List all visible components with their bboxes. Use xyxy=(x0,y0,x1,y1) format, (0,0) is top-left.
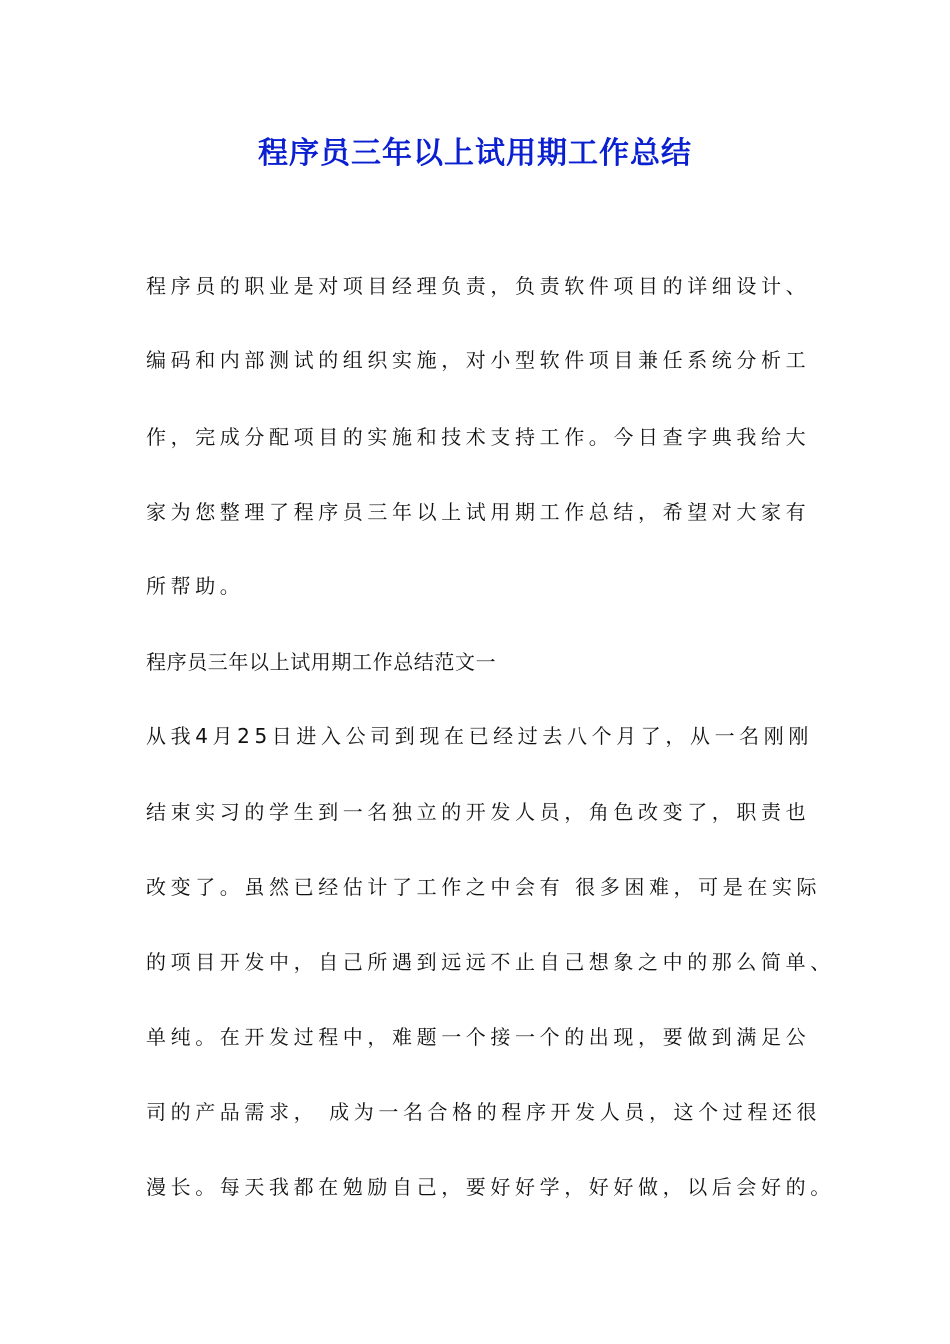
document-title: 程序员三年以上试用期工作总结 xyxy=(258,136,692,171)
intro-line-3: 作，完成分配项目的实施和技术支持工作。今日查字典我给大 xyxy=(146,425,811,449)
section-heading: 程序员三年以上试用期工作总结范文一 xyxy=(146,650,497,674)
body-line-7: 漫长。每天我都在勉励自己，要好好学，好好做，以后会好的。 xyxy=(146,1175,835,1199)
intro-line-4: 家为您整理了程序员三年以上试用期工作总结，希望对大家有 xyxy=(146,500,811,524)
body-line-2: 结束实习的学生到一名独立的开发人员，角色改变了，职责也 xyxy=(146,800,811,824)
body-line-1: 从我4月25日进入公司到现在已经过去八个月了，从一名刚刚 xyxy=(146,724,813,748)
intro-line-5: 所帮助。 xyxy=(146,574,245,598)
body-line-3: 改变了。虽然已经估计了工作之中会有 很多困难，可是在实际 xyxy=(146,875,822,899)
intro-line-2: 编码和内部测试的组织实施，对小型软件项目兼任系统分析工 xyxy=(146,348,811,372)
body-line-5: 单纯。在开发过程中，难题一个接一个的出现，要做到满足公 xyxy=(146,1025,811,1049)
body-line-4: 的项目开发中，自己所遇到远远不止自己想象之中的那么简单、 xyxy=(146,950,835,974)
intro-line-1: 程序员的职业是对项目经理负责，负责软件项目的详细设计、 xyxy=(146,274,811,298)
body-line-6: 司的产品需求， 成为一名合格的程序开发人员，这个过程还很 xyxy=(146,1100,822,1124)
